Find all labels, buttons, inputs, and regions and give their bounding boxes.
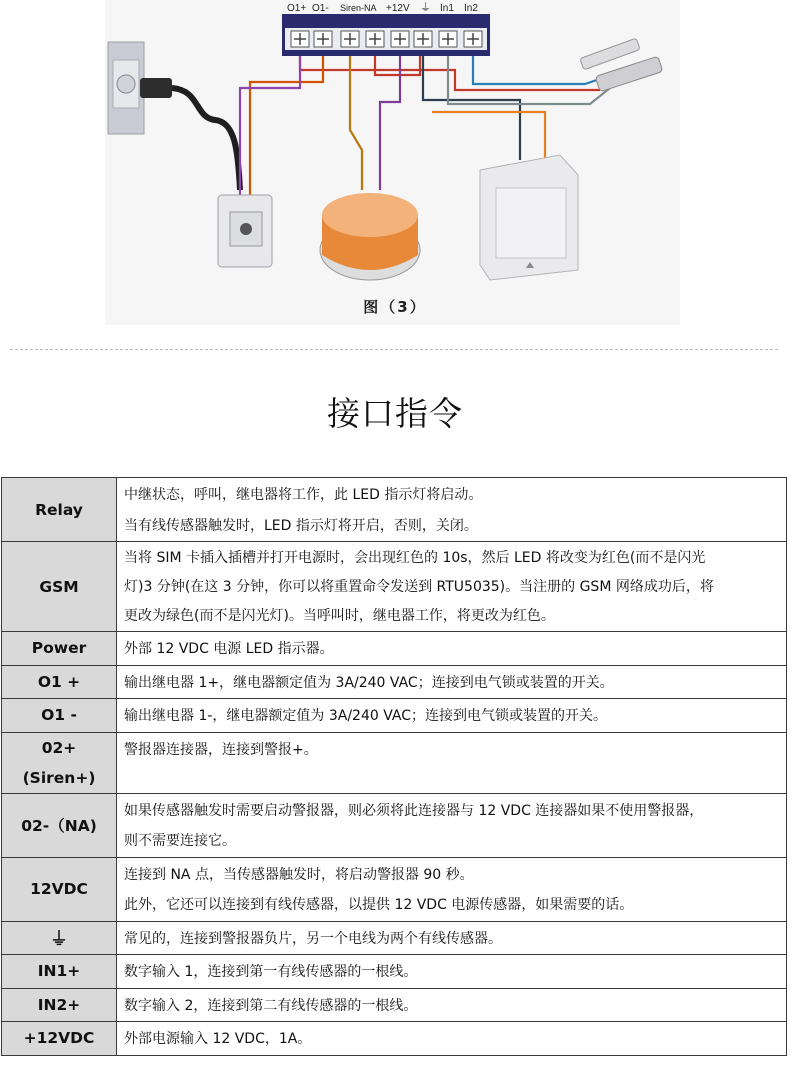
wiring-diagram <box>0 0 790 335</box>
wall-socket <box>108 42 144 134</box>
row-key-na: 02-（NA) <box>2 793 117 857</box>
dashed-separator <box>10 349 778 350</box>
description-line: 则不需要连接它。 <box>124 833 236 849</box>
row-key-plus12vdc: +12VDC <box>2 1022 117 1056</box>
row-description-o1-minus <box>117 699 787 733</box>
terminal-label-o1minus: O1- <box>312 3 329 14</box>
row-key-power: Power <box>2 632 117 666</box>
row-key-ground <box>2 921 117 955</box>
description-line: 灯)3 分钟(在这 3 分钟，你可以将重置命令发送到 RTU5035)。当注册的 GSM 网络成功后，将 <box>124 579 714 595</box>
description-line: 外部 12 VDC 电源 LED 指示器。 <box>124 641 334 657</box>
description-line: 输出继电器 1-，继电器额定值为 3A/240 VAC；连接到电气锁或装置的开关。 <box>124 708 608 724</box>
description-line: 数字输入 2，连接到第二有线传感器的一根线。 <box>124 997 418 1014</box>
table-row <box>2 857 787 921</box>
table-row <box>2 921 787 955</box>
description-line: 常见的，连接到警报器负片，另一个电线为两个有线传感器。 <box>124 930 502 947</box>
row-description-na <box>117 793 787 857</box>
terminal-block <box>282 14 490 56</box>
table-row <box>2 665 787 699</box>
description-line: 输出继电器 1+，继电器额定值为 3A/240 VAC；连接到电气锁或装置的开关。 <box>124 674 614 691</box>
description-line: 连接到 NA 点，当传感器触发时，将启动警报器 90 秒。 <box>124 866 474 883</box>
table-row <box>2 632 787 666</box>
row-key-siren-line1: 02+ <box>41 738 77 757</box>
row-description-12vdc <box>117 857 787 921</box>
table-row <box>2 1022 787 1056</box>
ground-icon: ⏚ <box>50 928 68 950</box>
terminal-label-in1: In1 <box>440 3 454 14</box>
table-row <box>2 732 787 793</box>
row-description-relay <box>117 478 787 542</box>
row-key-siren <box>2 732 117 793</box>
row-description-gsm <box>117 542 787 632</box>
row-key-in2: IN2+ <box>2 988 117 1022</box>
table-row <box>2 478 787 542</box>
row-description-o1-plus <box>117 665 787 699</box>
description-line: 中继状态，呼叫，继电器将工作，此 LED 指示灯将启动。 <box>124 487 483 503</box>
description-line: 此外，它还可以连接到有线传感器，以提供 12 VDC 电源传感器，如果需要的话。 <box>124 897 634 913</box>
description-line: 警报器连接器，连接到警报+。 <box>124 741 318 758</box>
section-heading: 接口指令 <box>327 394 463 433</box>
siren-device <box>320 193 420 280</box>
row-key-relay: Relay <box>2 478 117 542</box>
table-row <box>2 955 787 989</box>
relay-socket-device <box>218 195 272 267</box>
row-key-siren-line2: (Siren+) <box>22 768 96 787</box>
description-line: 更改为绿色(而不是闪光灯)。当呼叫时，继电器工作，将更改为红色。 <box>124 608 555 624</box>
row-key-in1: IN1+ <box>2 955 117 989</box>
pir-sensor-device <box>480 155 578 280</box>
wiring-diagram-figure <box>0 0 790 335</box>
terminal-label-in2: In2 <box>464 3 478 14</box>
table-row <box>2 988 787 1022</box>
row-description-in2 <box>117 988 787 1022</box>
terminal-label-ground: ⏚ <box>420 2 431 14</box>
interface-spec-table <box>1 477 787 1056</box>
row-description-in1 <box>117 955 787 989</box>
table-row <box>2 699 787 733</box>
row-key-12vdc: 12VDC <box>2 857 117 921</box>
description-line: 数字输入 1，连接到第一有线传感器的一根线。 <box>124 964 418 980</box>
row-key-gsm: GSM <box>2 542 117 632</box>
description-line: 当有线传感器触发时，LED 指示灯将开启，否则，关闭。 <box>124 517 478 534</box>
row-key-o1-plus: O1 + <box>2 665 117 699</box>
terminal-label-o1plus: O1+ <box>287 3 307 14</box>
description-line: 当将 SIM 卡插入插槽并打开电源时，会出现红色的 10s，然后 LED 将改变为红色(而不是闪光 <box>124 550 706 566</box>
row-description-power <box>117 632 787 666</box>
table-row <box>2 793 787 857</box>
row-description-siren <box>117 732 787 793</box>
row-description-ground <box>117 921 787 955</box>
description-line: 外部电源输入 12 VDC，1A。 <box>124 1031 312 1047</box>
terminal-label-12v: +12V <box>386 3 410 14</box>
figure-caption: 图（3） <box>363 298 427 316</box>
table-row <box>2 542 787 632</box>
row-description-plus12vdc <box>117 1022 787 1056</box>
row-key-o1-minus: O1 - <box>2 699 117 733</box>
description-line: 如果传感器触发时需要启动警报器，则必须将此连接器与 12 VDC 连接器如果不使用警报器， <box>124 802 704 819</box>
terminal-label-siren-na: Siren-NA <box>340 3 377 13</box>
